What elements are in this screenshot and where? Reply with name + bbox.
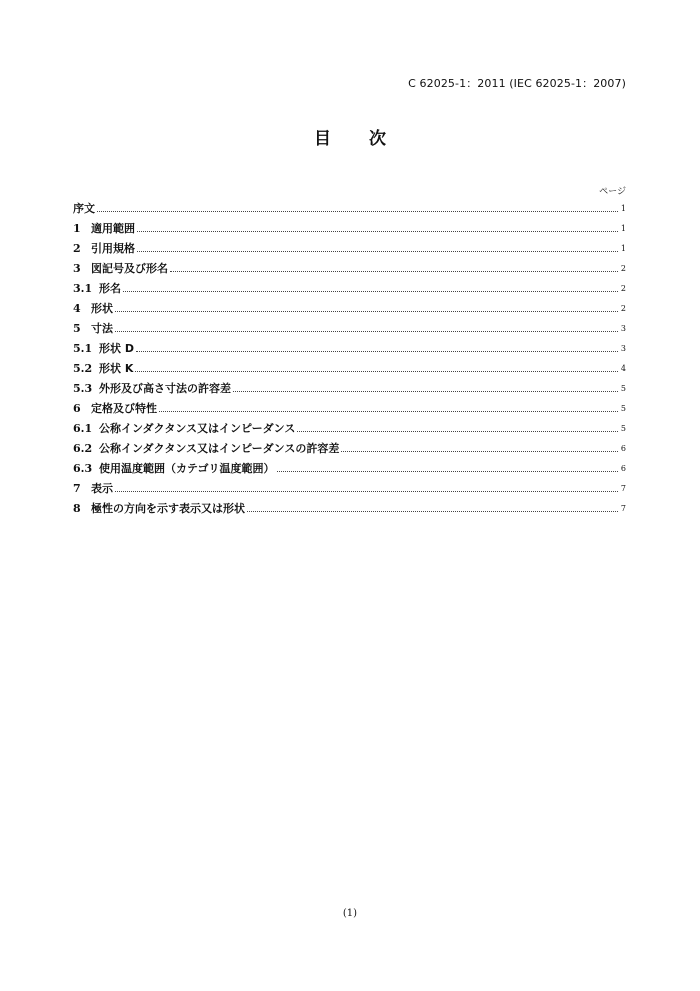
toc-entry[interactable]: [73, 238, 626, 258]
toc-entry[interactable]: [73, 458, 626, 478]
toc-entry-number: 6.3: [73, 461, 93, 475]
toc-entry[interactable]: [73, 258, 626, 278]
toc-dot-leader: [159, 411, 618, 412]
toc-entry-page: 5: [620, 383, 626, 393]
toc-dot-leader: [137, 251, 618, 252]
toc-entry-title: 公称インダクタンス又はインピーダンスの許容差: [99, 442, 340, 455]
toc-entry-title: 定格及び特性: [91, 402, 157, 415]
toc-entry-number: 6.2: [73, 441, 93, 455]
toc-entry[interactable]: [73, 338, 626, 358]
toc-entry-title: 使用温度範囲（カテゴリ温度範囲）: [99, 462, 275, 475]
toc-entry[interactable]: [73, 318, 626, 338]
toc-entry-number: 6: [73, 401, 81, 415]
toc-entry-number: 4: [73, 301, 81, 315]
toc-entry[interactable]: [73, 358, 626, 378]
toc-entry[interactable]: [73, 438, 626, 458]
toc-entry-title: 外形及び高さ寸法の許容差: [99, 382, 231, 395]
toc-entry-page: 1: [620, 223, 626, 233]
toc-entry-number: 5.1: [73, 341, 93, 355]
toc-entry-page: 6: [620, 443, 626, 453]
toc-entry[interactable]: [73, 498, 626, 518]
toc-dot-leader: [297, 431, 618, 432]
page-title: [0, 124, 700, 149]
toc-entry[interactable]: [73, 298, 626, 318]
toc-dot-leader: [115, 491, 618, 492]
toc-entry-page: 1: [620, 203, 626, 213]
toc-entry-number: 5.2: [73, 361, 93, 375]
toc-entry-number: 1: [73, 221, 81, 235]
toc-entry-page: 3: [620, 343, 626, 353]
toc-dot-leader: [123, 291, 618, 292]
document-code: C 62025-1：2011 (IEC 62025-1：2007): [408, 77, 626, 90]
toc-dot-leader: [233, 391, 618, 392]
toc-entry-title: 極性の方向を示す表示又は形状: [91, 502, 245, 515]
toc-dot-leader: [115, 311, 618, 312]
page-column-label: ページ: [599, 187, 626, 197]
toc-entry-page: 4: [620, 363, 626, 373]
toc-entry[interactable]: [73, 198, 626, 218]
toc-entry-number: 5: [73, 321, 81, 335]
table-of-contents: [73, 198, 626, 518]
toc-dot-leader: [247, 511, 618, 512]
toc-entry-number: 6.1: [73, 421, 93, 435]
toc-entry-title: 公称インダクタンス又はインピーダンス: [99, 422, 296, 435]
toc-entry-title: 形名: [99, 282, 121, 295]
footer-page-number: (1): [342, 908, 358, 919]
toc-entry-title: 引用規格: [91, 242, 135, 255]
toc-dot-leader: [115, 331, 618, 332]
toc-entry-number: 3.1: [73, 281, 93, 295]
toc-entry[interactable]: [73, 478, 626, 498]
toc-entry-number: 7: [73, 481, 81, 495]
toc-dot-leader: [135, 371, 618, 372]
toc-entry-number: 3: [73, 261, 81, 275]
toc-entry-page: 7: [620, 483, 626, 493]
toc-dot-leader: [137, 231, 618, 232]
toc-entry[interactable]: [73, 418, 626, 438]
toc-entry-title: 形状 D: [99, 342, 134, 355]
toc-dot-leader: [97, 211, 618, 212]
toc-entry[interactable]: [73, 398, 626, 418]
toc-dot-leader: [277, 471, 618, 472]
toc-entry-title: 形状 K: [99, 362, 134, 375]
toc-entry-title: 形状: [91, 302, 113, 315]
toc-entry-title: 寸法: [91, 322, 113, 335]
toc-entry-title: 図記号及び形名: [91, 262, 168, 275]
toc-entry-page: 2: [620, 263, 626, 273]
page-title-text: 目 次: [314, 129, 402, 149]
toc-entry-title: 適用範囲: [91, 222, 135, 235]
toc-entry-page: 5: [620, 423, 626, 433]
toc-entry-title: 表示: [91, 482, 113, 495]
toc-entry[interactable]: [73, 378, 626, 398]
toc-entry-page: 1: [620, 243, 626, 253]
toc-entry-title: 序文: [73, 202, 95, 215]
toc-entry[interactable]: [73, 278, 626, 298]
toc-entry-number: 2: [73, 241, 81, 255]
toc-entry-page: 6: [620, 463, 626, 473]
toc-entry-number: 8: [73, 501, 81, 515]
toc-entry-page: 7: [620, 503, 626, 513]
toc-entry-page: 5: [620, 403, 626, 413]
toc-dot-leader: [136, 351, 618, 352]
toc-dot-leader: [170, 271, 618, 272]
toc-entry-page: 2: [620, 283, 626, 293]
toc-entry[interactable]: [73, 218, 626, 238]
toc-entry-page: 3: [620, 323, 626, 333]
toc-entry-page: 2: [620, 303, 626, 313]
toc-dot-leader: [341, 451, 618, 452]
toc-entry-number: 5.3: [73, 381, 93, 395]
